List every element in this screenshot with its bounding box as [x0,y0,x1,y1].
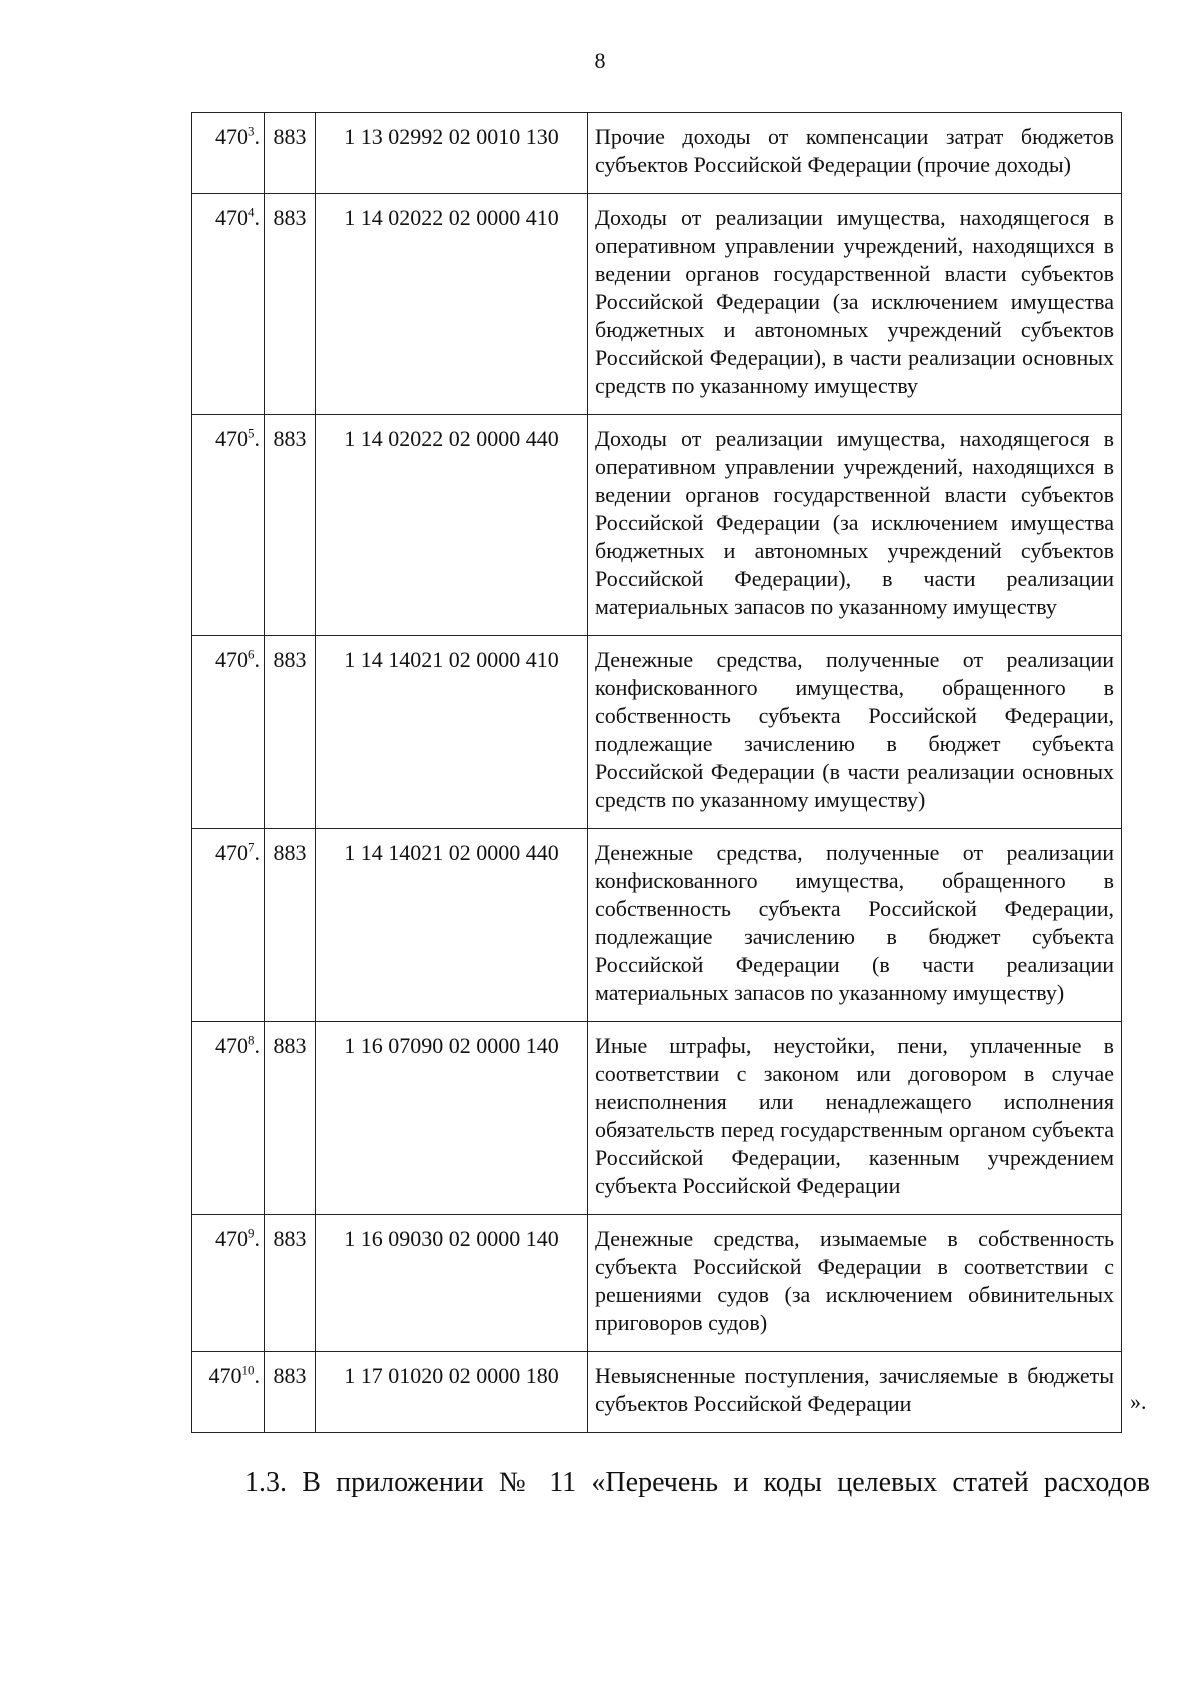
table-row [192,829,1122,1022]
income-code: 1 14 02022 02 0000 410 [316,194,588,415]
income-description: Доходы от реализации имущества, находящегося в оперативном управлении учреждений, находящихся в ведении органов государственной власти субъектов Российской Федерации (за исключением имущества бюджетных и автономных учреждений субъектов Российской Федерации), в части реализации материальных запасов по указанному имуществу [588,415,1122,636]
row-number-cell [192,113,265,194]
administrator-code: 883 [265,113,316,194]
amendment-paragraph: 1.3. В приложении № 11 «Перечень и коды целевых статей расходов [245,1467,1150,1498]
income-description: Денежные средства, полученные от реализации конфискованного имущества, обращенного в собственность субъекта Российской Федерации, подлежащие зачислению в бюджет субъекта Российской Федерации (в части реализации материальных запасов по указанному имуществу) [588,829,1122,1022]
table-row [192,415,1122,636]
row-number-cell [192,194,265,415]
table-row [192,113,1122,194]
row-number: 470 [215,1033,248,1058]
income-description: Невыясненные поступления, зачисляемые в бюджеты субъектов Российской Федерации [588,1352,1122,1433]
income-code: 1 14 02022 02 0000 440 [316,415,588,636]
income-code: 1 13 02992 02 0010 130 [316,113,588,194]
table-row [192,636,1122,829]
table-row [192,1352,1122,1433]
row-number-suffix: . [254,1363,260,1388]
row-number-suffix: . [254,647,260,672]
row-number: 470 [215,426,248,451]
closing-quote: ». [1130,1388,1147,1414]
income-description: Иные штрафы, неустойки, пени, уплаченные в соответствии с законом или договором в случае неисполнения или ненадлежащего исполнения обязательств перед государственным органом субъекта Российской Федерации, казенным учреждением субъекта Российской Федерации [588,1022,1122,1215]
row-number-cell [192,636,265,829]
row-number-superscript: 3 [248,123,255,139]
row-number: 470 [215,647,248,672]
administrator-code: 883 [265,1352,316,1433]
income-code: 1 14 14021 02 0000 410 [316,636,588,829]
table-row [192,1215,1122,1352]
row-number-cell [192,1352,265,1433]
income-code: 1 16 09030 02 0000 140 [316,1215,588,1352]
row-number-cell [192,1022,265,1215]
row-number-superscript: 9 [248,1225,255,1241]
row-number-suffix: . [254,426,260,451]
administrator-code: 883 [265,1215,316,1352]
row-number: 470 [208,1363,242,1388]
administrator-code: 883 [265,415,316,636]
administrator-code: 883 [265,829,316,1022]
administrator-code: 883 [265,194,316,415]
row-number-cell [192,1215,265,1352]
row-number-superscript: 6 [248,646,255,662]
row-number-suffix: . [254,840,260,865]
row-number: 470 [215,205,248,230]
income-description: Денежные средства, полученные от реализации конфискованного имущества, обращенного в собственность субъекта Российской Федерации, подлежащие зачислению в бюджет субъекта Российской Федерации (в части реализации основных средств по указанному имуществу) [588,636,1122,829]
row-number-suffix: . [254,124,260,149]
row-number-superscript: 4 [248,204,255,220]
row-number-suffix: . [254,1226,260,1251]
row-number-suffix: . [254,205,260,230]
row-number: 470 [215,124,248,149]
income-code: 1 17 01020 02 0000 180 [316,1352,588,1433]
table-row [192,194,1122,415]
row-number: 470 [215,840,248,865]
row-number-superscript: 8 [248,1032,255,1048]
row-number-superscript: 5 [248,425,255,441]
administrator-code: 883 [265,636,316,829]
row-number-suffix: . [254,1033,260,1058]
row-number-cell [192,415,265,636]
row-number-superscript: 10 [241,1362,255,1378]
row-number: 470 [215,1226,248,1251]
row-number-cell [192,829,265,1022]
row-number-superscript: 7 [248,839,255,855]
page-number: 8 [594,48,606,73]
income-code: 1 16 07090 02 0000 140 [316,1022,588,1215]
income-code: 1 14 14021 02 0000 440 [316,829,588,1022]
income-description: Денежные средства, изымаемые в собственность субъекта Российской Федерации в соответствии с решениями судов (за исключением обвинительных приговоров судов) [588,1215,1122,1352]
administrator-code: 883 [265,1022,316,1215]
income-description: Прочие доходы от компенсации затрат бюджетов субъектов Российской Федерации (прочие доходы) [588,113,1122,194]
table-body [192,113,1122,1433]
table-row [192,1022,1122,1215]
budget-codes-table [191,112,1122,1433]
income-description: Доходы от реализации имущества, находящегося в оперативном управлении учреждений, находящихся в ведении органов государственной власти субъектов Российской Федерации (за исключением имущества бюджетных и автономных учреждений субъектов Российской Федерации), в части реализации основных средств по указанному имуществу [588,194,1122,415]
